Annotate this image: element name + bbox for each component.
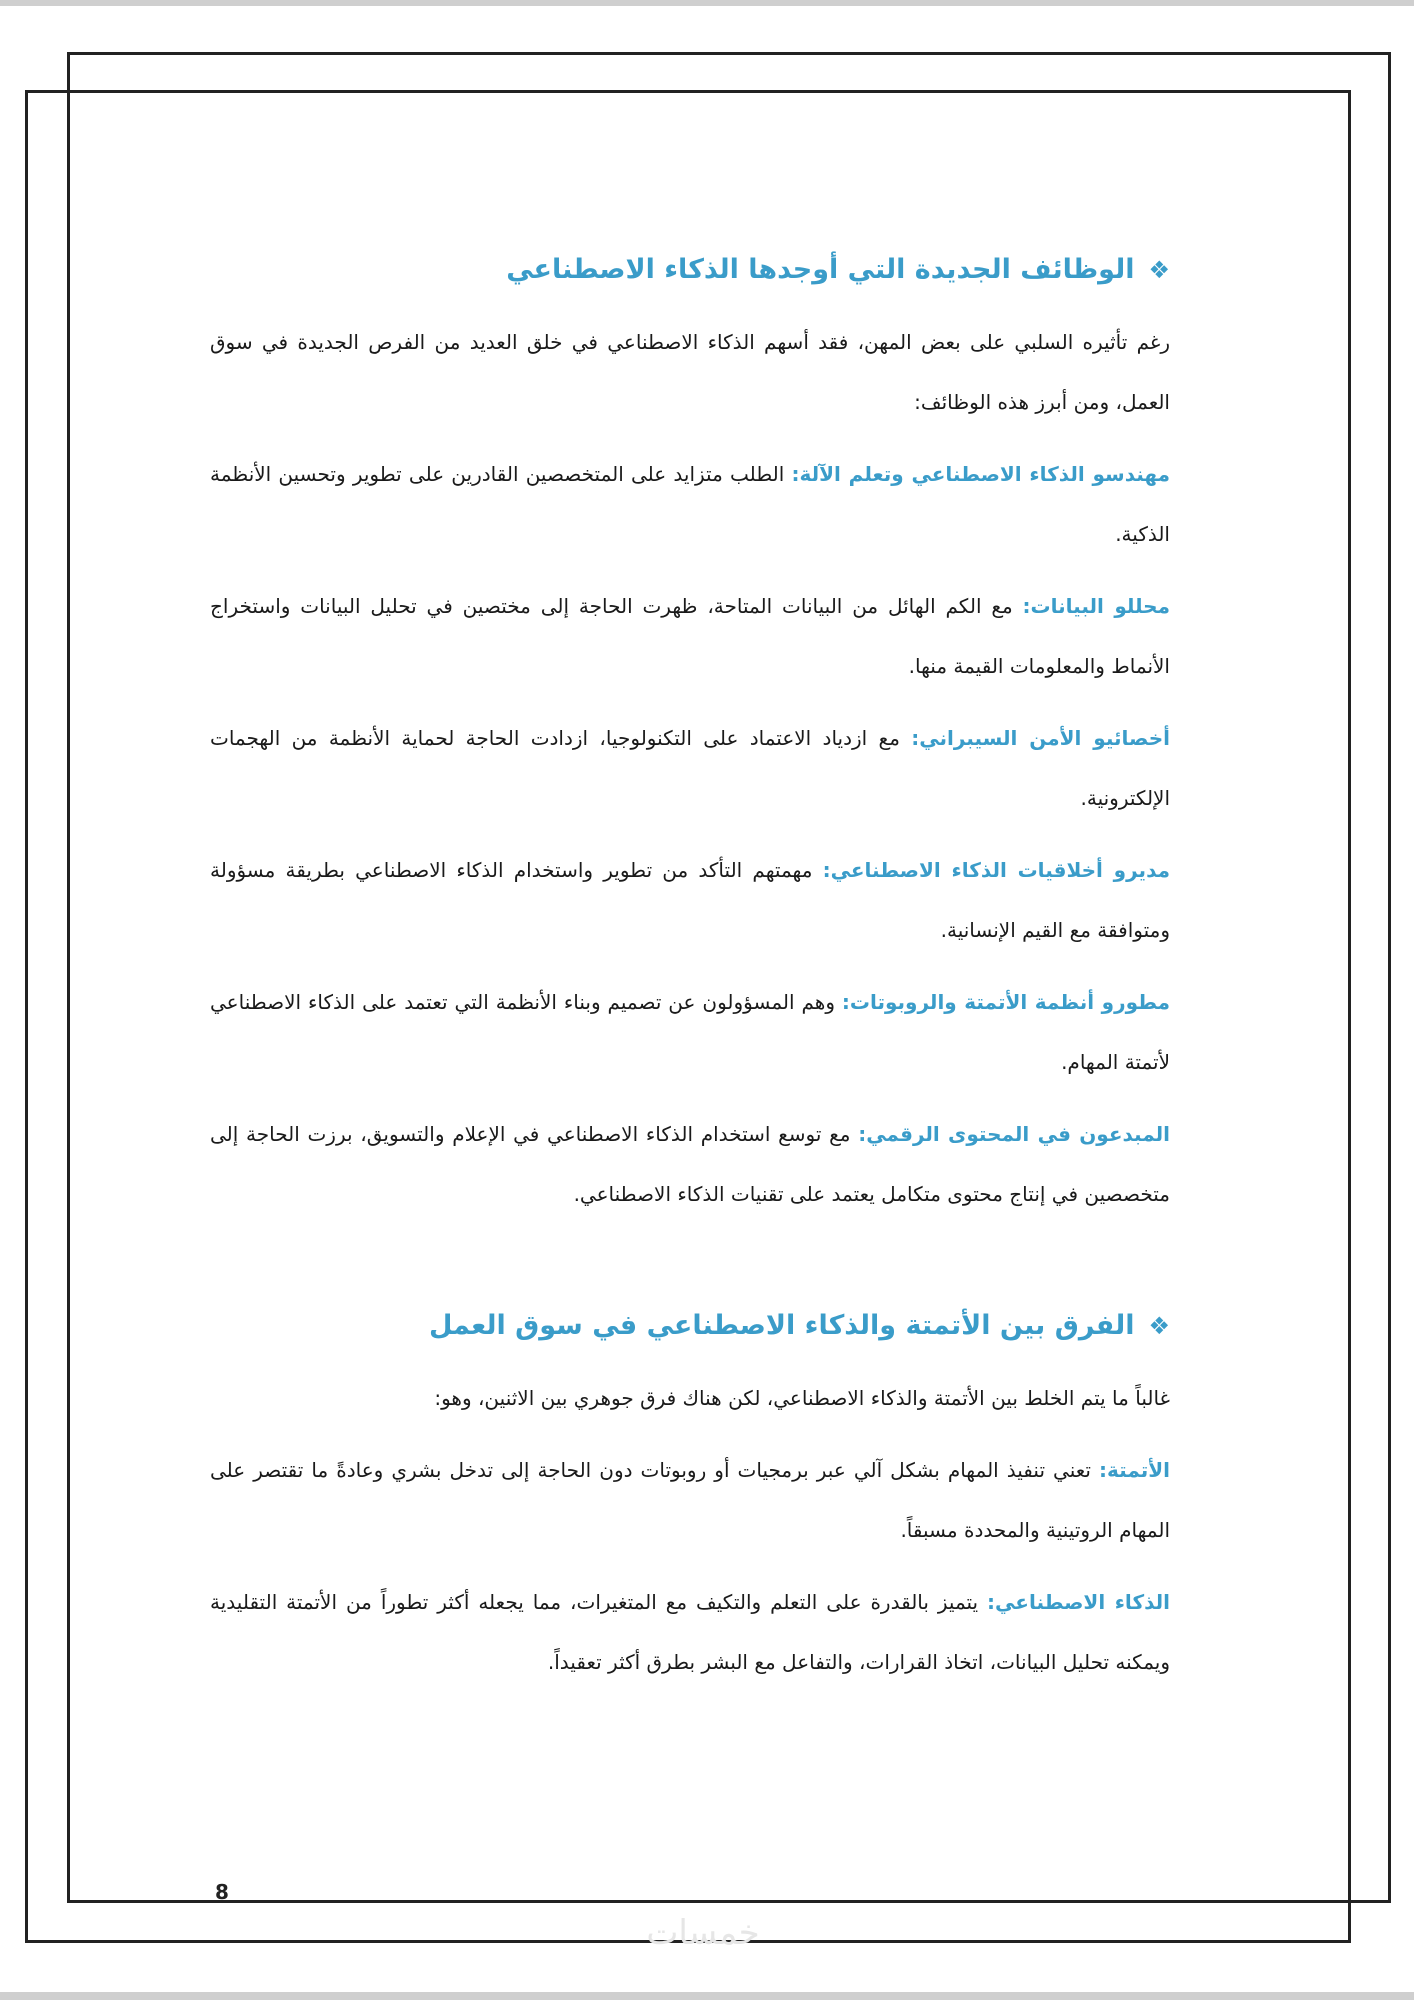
definition-item (210, 1440, 1170, 1560)
section-title: الفرق بين الأتمتة والذكاء الاصطناعي في سوق العمل (428, 1310, 1135, 1341)
job-item (210, 1104, 1170, 1224)
definition-item (210, 1572, 1170, 1692)
job-description: الطلب متزايد على المتخصصين القادرين على تطوير وتحسين الأنظمة الذكية. (210, 462, 1170, 546)
job-item (210, 840, 1170, 960)
intro-paragraph: غالباً ما يتم الخلط بين الأتمتة والذكاء الاصطناعي، لكن هناك فرق جوهري بين الاثنين، وهو: (434, 1386, 1170, 1410)
job-item (210, 444, 1170, 564)
bottom-edge-bar (0, 1992, 1414, 2000)
watermark-logo: خمسات (646, 1913, 760, 1953)
diamond-bullet-icon: ❖ (1148, 1312, 1170, 1340)
job-term: محللو البيانات: (1022, 594, 1170, 618)
job-item (210, 972, 1170, 1092)
job-description: مع ازدياد الاعتماد على التكنولوجيا، ازدادت الحاجة لحماية الأنظمة من الهجمات الإلكترونية. (210, 726, 1170, 810)
top-edge-bar (0, 0, 1414, 6)
definition-term: الذكاء الاصطناعي: (987, 1590, 1170, 1614)
job-item (210, 708, 1170, 828)
job-description: مهمتهم التأكد من تطوير واستخدام الذكاء الاصطناعي بطريقة مسؤولة ومتوافقة مع القيم الإنسانية. (210, 858, 1170, 942)
diamond-bullet-icon: ❖ (1148, 256, 1170, 284)
page-number: 8 (215, 1880, 229, 1904)
definition-description: تعني تنفيذ المهام بشكل آلي عبر برمجيات أو روبوتات دون الحاجة إلى تدخل بشري وعادةً ما تقتصر على المهام الروتينية والمحددة مسبقاً. (210, 1458, 1170, 1542)
definition-description: يتميز بالقدرة على التعلم والتكيف مع المتغيرات، مما يجعله أكثر تطوراً من الأتمتة التقليدية ويمكنه تحليل البيانات، اتخاذ القرارات، والتفاعل مع البشر بطرق أكثر تعقيداً. (210, 1590, 1170, 1674)
definition-term: الأتمتة: (1099, 1458, 1170, 1482)
job-item (210, 576, 1170, 696)
job-description: مع توسع استخدام الذكاء الاصطناعي في الإعلام والتسويق، برزت الحاجة إلى متخصصين في إنتاج محتوى متكامل يعتمد على تقنيات الذكاء الاصطناعي. (210, 1122, 1170, 1206)
section-heading-automation-vs-ai (210, 1296, 1170, 1356)
section-title: الوظائف الجديدة التي أوجدها الذكاء الاصطناعي (506, 254, 1135, 285)
job-term: أخصائيو الأمن السيبراني: (911, 726, 1170, 750)
job-term: مديرو أخلاقيات الذكاء الاصطناعي: (822, 858, 1170, 882)
section-heading-new-jobs (210, 240, 1170, 300)
job-term: مهندسو الذكاء الاصطناعي وتعلم الآلة: (791, 462, 1171, 486)
intro-paragraph: رغم تأثيره السلبي على بعض المهن، فقد أسهم الذكاء الاصطناعي في خلق العديد من الفرص الجديدة في سوق العمل، ومن أبرز هذه الوظائف: (210, 330, 1170, 414)
job-term: مطورو أنظمة الأتمتة والروبوتات: (841, 990, 1170, 1014)
page-content (210, 240, 1170, 1704)
job-term: المبدعون في المحتوى الرقمي: (858, 1122, 1170, 1146)
job-description: وهم المسؤولون عن تصميم وبناء الأنظمة التي تعتمد على الذكاء الاصطناعي لأتمتة المهام. (210, 990, 1170, 1074)
job-description: مع الكم الهائل من البيانات المتاحة، ظهرت الحاجة إلى مختصين في تحليل البيانات واستخراج الأنماط والمعلومات القيمة منها. (210, 594, 1170, 678)
